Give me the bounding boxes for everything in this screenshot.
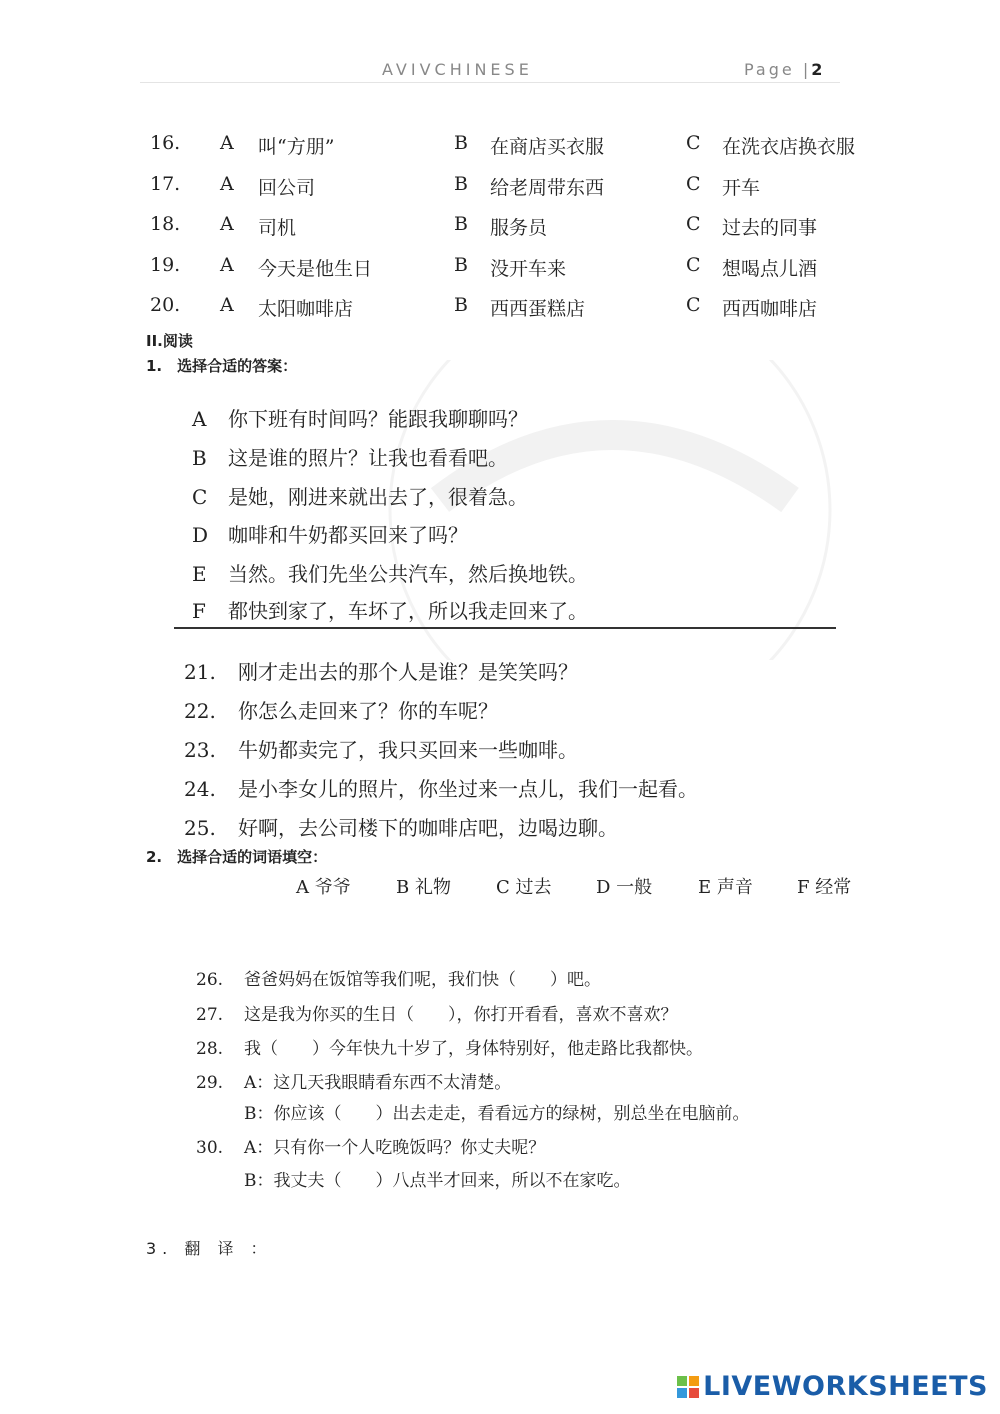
option-letter-a: A [220,132,234,154]
word-bank-item: F 经常 [797,877,852,898]
part3-title: 3. 翻 译 ： [146,1239,273,1258]
option-letter-a: A [220,294,234,316]
liveworksheets-icon [677,1376,699,1398]
option-text-a: 司机 [258,217,297,239]
option-letter-b: B [454,173,468,195]
word-bank-item: E 声音 [698,877,753,898]
question-text: A：这几天我眼睛看东西不太清楚。 [244,1073,512,1093]
word-bank-item: C 过去 [496,877,552,898]
listening-row-19 [150,254,890,290]
fill-question [196,965,601,990]
match-question [184,656,578,685]
answer-option [192,558,588,587]
question-text: 好啊，去公司楼下的咖啡店吧，边喝边聊。 [238,816,618,840]
option-text-a: 叫“方朋” [258,136,335,158]
answer-option [192,403,528,432]
question-text: 我（ ）今年快九十岁了，身体特别好，他走路比我都快。 [244,1039,703,1059]
question-text: 你怎么走回来了？你的车呢？ [238,699,498,723]
word-bank-item: B 礼物 [396,877,451,898]
question-number: 23. [184,738,216,762]
option-text: 你下班有时间吗？能跟我聊聊吗？ [228,407,528,431]
option-text: 是她，刚进来就出去了，很着急。 [228,485,528,509]
option-text-b: 服务员 [490,217,548,239]
question-text: A：只有你一个人吃晚饭吗？你丈夫呢？ [244,1138,546,1158]
question-number: 18. [150,213,181,235]
question-number: 19. [150,254,181,276]
option-text-b: 西西蛋糕店 [490,298,586,320]
listening-row-18 [150,213,890,249]
option-text-a: 今天是他生日 [258,258,373,280]
question-number: 29. [196,1073,224,1093]
word-bank-item: A 爷爷 [296,877,351,898]
option-letter: B [192,446,207,470]
option-letter-a: A [220,213,234,235]
option-text-b: 没开车来 [490,258,567,280]
question-number: 24. [184,777,216,801]
question-text: 刚才走出去的那个人是谁？是笑笑吗？ [238,660,578,684]
option-letter-b: B [454,213,468,235]
option-letter-a: A [220,254,234,276]
header-divider [140,82,840,83]
word-bank-item: D 一般 [596,877,653,898]
answer-option [192,442,508,471]
match-question [184,812,618,841]
option-text: 这是谁的照片？让我也看看吧。 [228,446,508,470]
answer-option [192,519,468,548]
liveworksheets-logo[interactable] [677,1371,988,1402]
question-text: 这是我为你买的生日（ ），你打开看看，喜欢不喜欢？ [244,1005,678,1025]
part2-title: 2. 选择合适的词语填空： [146,848,328,866]
option-text-b: 给老周带东西 [490,177,605,199]
option-text-c: 开车 [722,177,761,199]
page-label: Page | [744,60,812,79]
question-text: 爸爸妈妈在饭馆等我们呢，我们快（ ）吧。 [244,970,601,990]
question-number: 28. [196,1039,224,1059]
question-number: 27. [196,1005,224,1025]
section-title-reading: II.阅读 [146,332,193,350]
option-letter-c: C [686,213,701,235]
listening-row-20 [150,294,890,330]
option-letter-c: C [686,132,701,154]
dialogue-reply: B：你应该（ ）出去走走，看看远方的绿树，别总坐在电脑前。 [244,1104,750,1124]
question-number: 16. [150,132,181,154]
option-letter-c: C [686,294,701,316]
option-text-a: 太阳咖啡店 [258,298,354,320]
page-indicator [744,60,822,79]
part1-title: 1. 选择合适的答案： [146,357,298,375]
options-divider [174,627,836,629]
option-letter-c: C [686,254,701,276]
question-number: 30. [196,1138,224,1158]
fill-question [196,1068,511,1093]
option-text-c: 西西咖啡店 [722,298,818,320]
option-letter: E [192,562,207,586]
option-letter: F [192,599,206,623]
liveworksheets-wordmark: LIVEWORKSHEETS [703,1371,988,1402]
option-text-a: 回公司 [258,177,316,199]
question-text: 是小李女儿的照片，你坐过来一点儿，我们一起看。 [238,777,698,801]
option-letter-b: B [454,132,468,154]
question-number: 17. [150,173,181,195]
option-letter-b: B [454,294,468,316]
option-text: 当然。我们先坐公共汽车，然后换地铁。 [228,562,588,586]
answer-option [192,595,588,624]
header-title: AVIVCHINESE [382,60,533,79]
option-letter: C [192,485,208,509]
option-letter-a: A [220,173,234,195]
option-text-c: 想喝点儿酒 [722,258,818,280]
question-number: 25. [184,816,216,840]
fill-question [196,1000,678,1025]
option-text: 都快到家了，车坏了，所以我走回来了。 [228,599,588,623]
fill-question [196,1034,703,1059]
fill-question [196,1133,545,1158]
question-number: 22. [184,699,216,723]
option-letter-c: C [686,173,701,195]
question-number: 20. [150,294,181,316]
question-text: 牛奶都卖完了，我只买回来一些咖啡。 [238,738,578,762]
option-text-c: 在洗衣店换衣服 [722,136,856,158]
match-question [184,695,498,724]
dialogue-reply: B：我丈夫（ ）八点半才回来，所以不在家吃。 [244,1171,631,1191]
match-question [184,734,578,763]
option-letter: D [192,523,209,547]
question-number: 21. [184,660,216,684]
option-letter-b: B [454,254,468,276]
match-question [184,773,698,802]
page-number: 2 [811,60,823,79]
option-text: 咖啡和牛奶都买回来了吗？ [228,523,468,547]
option-letter: A [192,407,207,431]
listening-row-17 [150,173,890,209]
answer-option [192,481,528,510]
question-number: 26. [196,970,224,990]
listening-row-16 [150,132,890,168]
option-text-c: 过去的同事 [722,217,818,239]
option-text-b: 在商店买衣服 [490,136,605,158]
